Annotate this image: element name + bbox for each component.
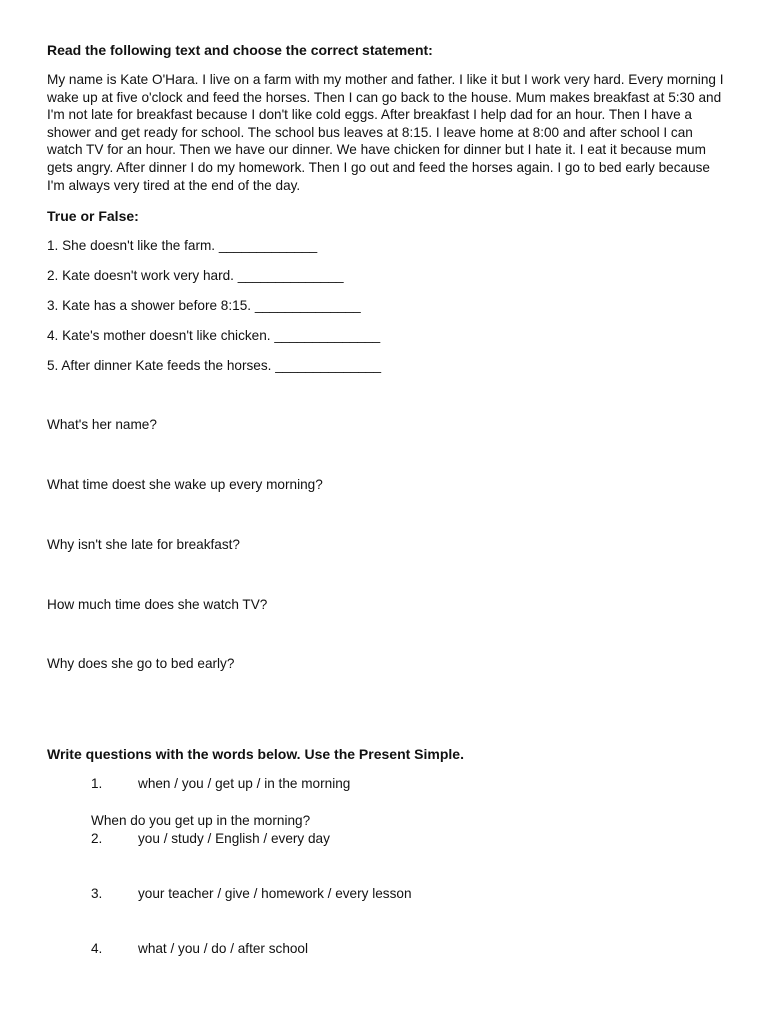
- item-number: 1.: [91, 776, 103, 791]
- write-question-item-4: [91, 941, 308, 956]
- item-number: 2.: [91, 831, 103, 846]
- true-false-heading: True or False:: [47, 208, 139, 224]
- write-question-item-3: [91, 886, 412, 901]
- item-number: 4.: [91, 941, 103, 956]
- worksheet-page: [47, 0, 727, 1024]
- write-question-item-1: [91, 776, 350, 791]
- true-false-item-3: 3. Kate has a shower before 8:15. ______________: [47, 298, 361, 313]
- item-words: your teacher / give / homework / every lesson: [138, 886, 412, 901]
- item-words: when / you / get up / in the morning: [138, 776, 351, 791]
- true-false-item-2: 2. Kate doesn't work very hard. ______________: [47, 268, 344, 283]
- comprehension-question-2: What time doest she wake up every morning?: [47, 477, 323, 492]
- write-question-item-2: [91, 831, 330, 846]
- true-false-item-1: 1. She doesn't like the farm. _____________: [47, 238, 318, 253]
- example-answer-clipped: [91, 810, 391, 828]
- item-words: you / study / English / every day: [138, 831, 330, 846]
- example-answer: When do you get up in the morning?: [91, 813, 311, 828]
- comprehension-question-3: Why isn't she late for breakfast?: [47, 537, 240, 552]
- item-words: what / you / do / after school: [138, 941, 309, 956]
- reading-passage: My name is Kate O'Hara. I live on a farm with my mother and father. I like it but I work very hard. Every morning I wake up at five o'clock and feed the horses. Then I can go back to the house. Mum makes breakfast at 5:30 and I'm not late for breakfast because I don't like cold eggs. After breakfast I help dad for an hour. Then I have a shower and get ready for school. The school bus leaves at 8:15. I leave home at 8:00 and after school I can watch TV for an hour. Then we have our dinner. We have chicken for dinner but I hate it. I eat it because mum gets angry. After dinner I do my homework. Then I go out and feed the horses again. I go to bed early because I'm always very tired at the end of the day.: [47, 72, 724, 193]
- reading-heading: Read the following text and choose the correct statement:: [47, 42, 433, 58]
- write-questions-heading: Write questions with the words below. Use the Present Simple.: [47, 746, 464, 762]
- comprehension-question-4: How much time does she watch TV?: [47, 597, 268, 612]
- true-false-item-4: 4. Kate's mother doesn't like chicken. ______________: [47, 328, 381, 343]
- comprehension-question-1: What's her name?: [47, 417, 157, 432]
- comprehension-question-5: Why does she go to bed early?: [47, 656, 235, 671]
- item-number: 3.: [91, 886, 103, 901]
- true-false-item-5: 5. After dinner Kate feeds the horses. ______________: [47, 358, 382, 373]
